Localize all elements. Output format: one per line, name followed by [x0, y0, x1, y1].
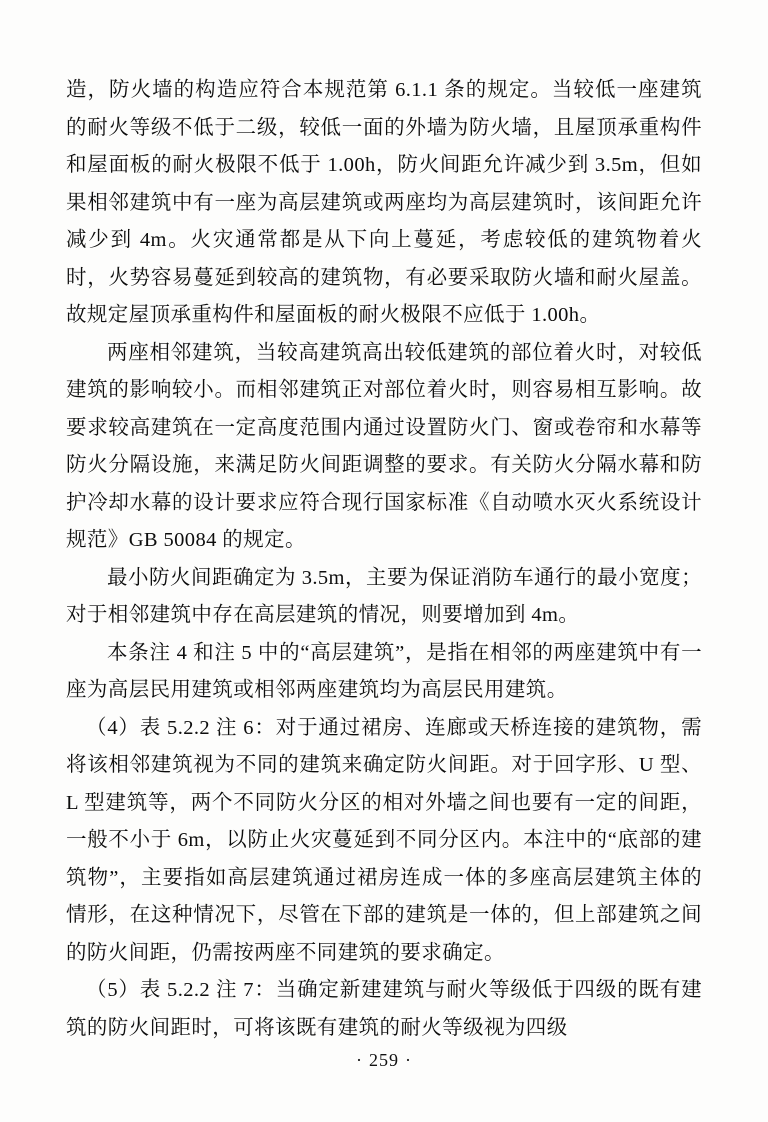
paragraph-1: 造，防火墙的构造应符合本规范第 6.1.1 条的规定。当较低一座建筑的耐火等级不低于二级，较低一面的外墙为防火墙，且屋顶承重构件和屋面板的耐火极限不低于 1.00h，防火间距允许减少到 3.5m，但如果相邻建筑中有一座为高层建筑或两座均为高层建筑时，该间距允许减少到 4m。火灾通常都是从下向上蔓延，考虑较低的建筑物着火时，火势容易蔓延到较高的建筑物，有必要采取防火墙和耐火屋盖。故规定屋顶承重构件和屋面板的耐火极限不应低于 1.00h。: [66, 79, 702, 326]
folio-right-dot: ·: [405, 1050, 412, 1070]
paragraph-5: （4）表 5.2.2 注 6：对于通过裙房、连廊或天桥连接的建筑物，需将该相邻建筑视为不同的建筑来确定防火间距。对于回字形、U 型、L 型建筑等，两个不同防火分区的相对外墙之间也要有一定的间距，一般不小于 6m，以防止火灾蔓延到不同分区内。本注中的“底部的建筑物”，主要指如高层建筑通过裙房连成一体的多座高层建筑主体的情形，在这种情况下，尽管在下部的建筑是一体的，但上部建筑之间的防火间距，仍需按两座不同建筑的要求确定。: [66, 716, 702, 964]
folio-left-dot: ·: [356, 1050, 363, 1070]
page-body-text: [66, 72, 702, 1047]
paragraph-2: 两座相邻建筑，当较高建筑高出较低建筑的部位着火时，对较低建筑的影响较小。而相邻建筑正对部位着火时，则容易相互影响。故要求较高建筑在一定高度范围内通过设置防火门、窗或卷帘和水幕等防火分隔设施，来满足防火间距调整的要求。有关防火分隔水幕和防护冷却水幕的设计要求应符合现行国家标准《自动喷水灭火系统设计规范》GB 50084 的规定。: [66, 341, 702, 551]
page-footer: [0, 1050, 768, 1071]
paragraph-4: 本条注 4 和注 5 中的“高层建筑”，是指在相邻的两座建筑中有一座为高层民用建筑或相邻两座建筑均为高层民用建筑。: [66, 641, 702, 701]
folio: [350, 1050, 418, 1071]
paragraph-3: 最小防火间距确定为 3.5m，主要为保证消防车通行的最小宽度；对于相邻建筑中存在高层建筑的情况，则要增加到 4m。: [66, 566, 702, 626]
page-number: 259: [369, 1050, 399, 1070]
paragraph-6: （5）表 5.2.2 注 7：当确定新建建筑与耐火等级低于四级的既有建筑的防火间距时，可将该既有建筑的耐火等级视为四级: [66, 979, 702, 1039]
